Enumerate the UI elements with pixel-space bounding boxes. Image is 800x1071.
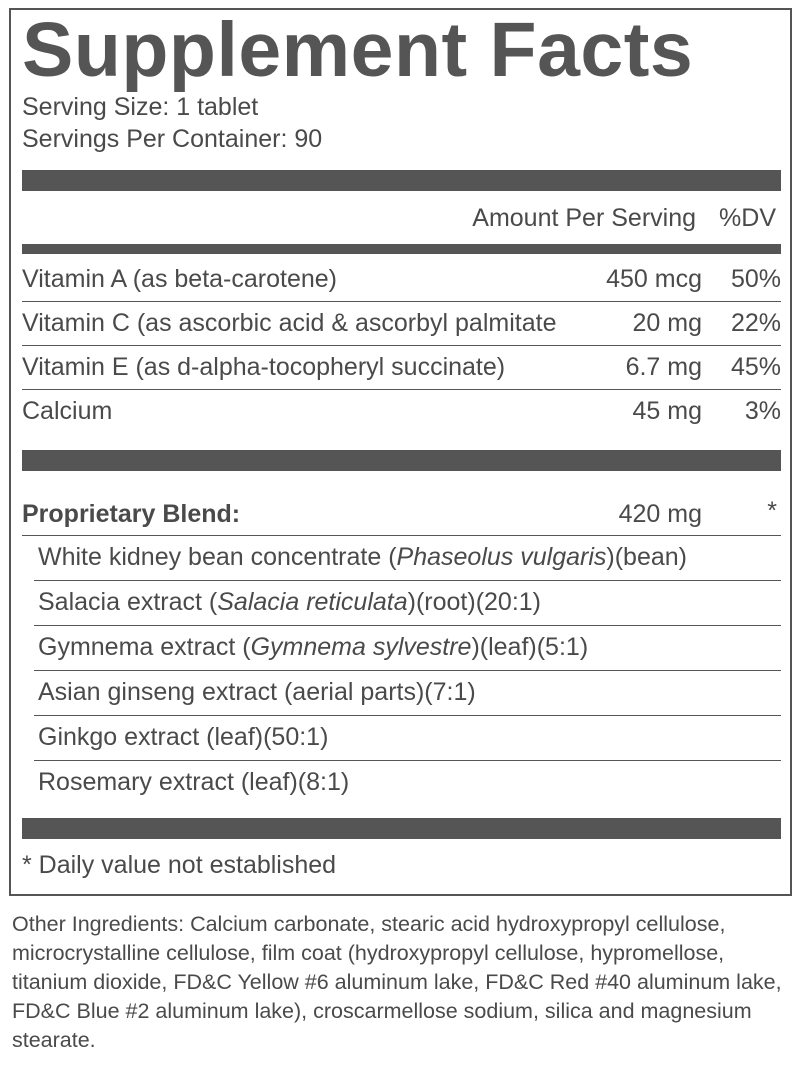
nutrient-amount: 20 mg xyxy=(632,309,702,337)
nutrient-dv: 22% xyxy=(730,309,781,337)
nutrient-name: Calcium xyxy=(22,397,113,425)
ingredient-name: Gymnema extract (Gymnema sylvestre)(leaf)(5:1) xyxy=(38,633,589,661)
proprietary-blend-row xyxy=(22,492,781,536)
medium-divider xyxy=(22,244,781,254)
daily-value-footnote: * Daily value not established xyxy=(22,851,337,879)
blend-ingredient xyxy=(34,761,781,806)
nutrient-name: Vitamin C (as ascorbic acid & ascorbyl palmitate xyxy=(22,309,557,337)
nutrient-name: Vitamin A (as beta-carotene) xyxy=(22,265,337,293)
blend-ingredient xyxy=(34,581,781,626)
blend-ingredient xyxy=(34,716,781,761)
serving-size: Serving Size: 1 tablet xyxy=(22,93,259,121)
blend-dv: * xyxy=(767,497,777,525)
other-ingredients: Other Ingredients: Calcium carbonate, stearic acid hydroxypropyl cellulose, microcrystalline cellulose, film coat (hydroxypropyl cellulose, hypromellose, titanium dioxide, FD&C Yellow #6 aluminum lake, FD&C Red #40 aluminum lake, FD&C Blue #2 aluminum lake), croscarmellose sodium, silica and magnesium stearate. xyxy=(12,912,782,1052)
thick-divider-top xyxy=(22,170,781,191)
ingredient-name: Rosemary extract (leaf)(8:1) xyxy=(38,768,350,796)
thick-divider-middle xyxy=(22,450,781,471)
dv-header: %DV xyxy=(719,204,776,232)
blend-name: Proprietary Blend: xyxy=(22,500,241,528)
blend-ingredient xyxy=(34,671,781,716)
nutrient-amount: 450 mcg xyxy=(606,265,702,293)
nutrient-row xyxy=(22,390,781,434)
thick-divider-bottom xyxy=(22,818,781,839)
blend-amount: 420 mg xyxy=(618,500,702,528)
ingredient-name: White kidney bean concentrate (Phaseolus vulgaris)(bean) xyxy=(38,543,687,571)
blend-ingredient xyxy=(34,626,781,671)
ingredient-name: Ginkgo extract (leaf)(50:1) xyxy=(38,723,329,751)
amount-per-serving-header: Amount Per Serving xyxy=(472,204,696,232)
ingredient-name: Salacia extract (Salacia reticulata)(root)(20:1) xyxy=(38,588,542,616)
nutrient-name: Vitamin E (as d-alpha-tocopheryl succinate) xyxy=(22,353,506,381)
blend-ingredient xyxy=(34,536,781,581)
nutrient-dv: 45% xyxy=(730,353,781,381)
nutrient-dv: 50% xyxy=(730,265,781,293)
nutrient-amount: 45 mg xyxy=(632,397,702,425)
servings-per-container: Servings Per Container: 90 xyxy=(22,125,323,153)
nutrient-row xyxy=(22,302,781,346)
nutrient-amount: 6.7 mg xyxy=(625,353,702,381)
ingredient-name: Asian ginseng extract (aerial parts)(7:1) xyxy=(38,678,476,706)
nutrient-dv: 3% xyxy=(744,397,781,425)
nutrient-row xyxy=(22,346,781,390)
nutrient-row xyxy=(22,258,781,302)
panel-title: Supplement Facts xyxy=(22,7,694,93)
supplement-facts-panel xyxy=(9,8,792,896)
